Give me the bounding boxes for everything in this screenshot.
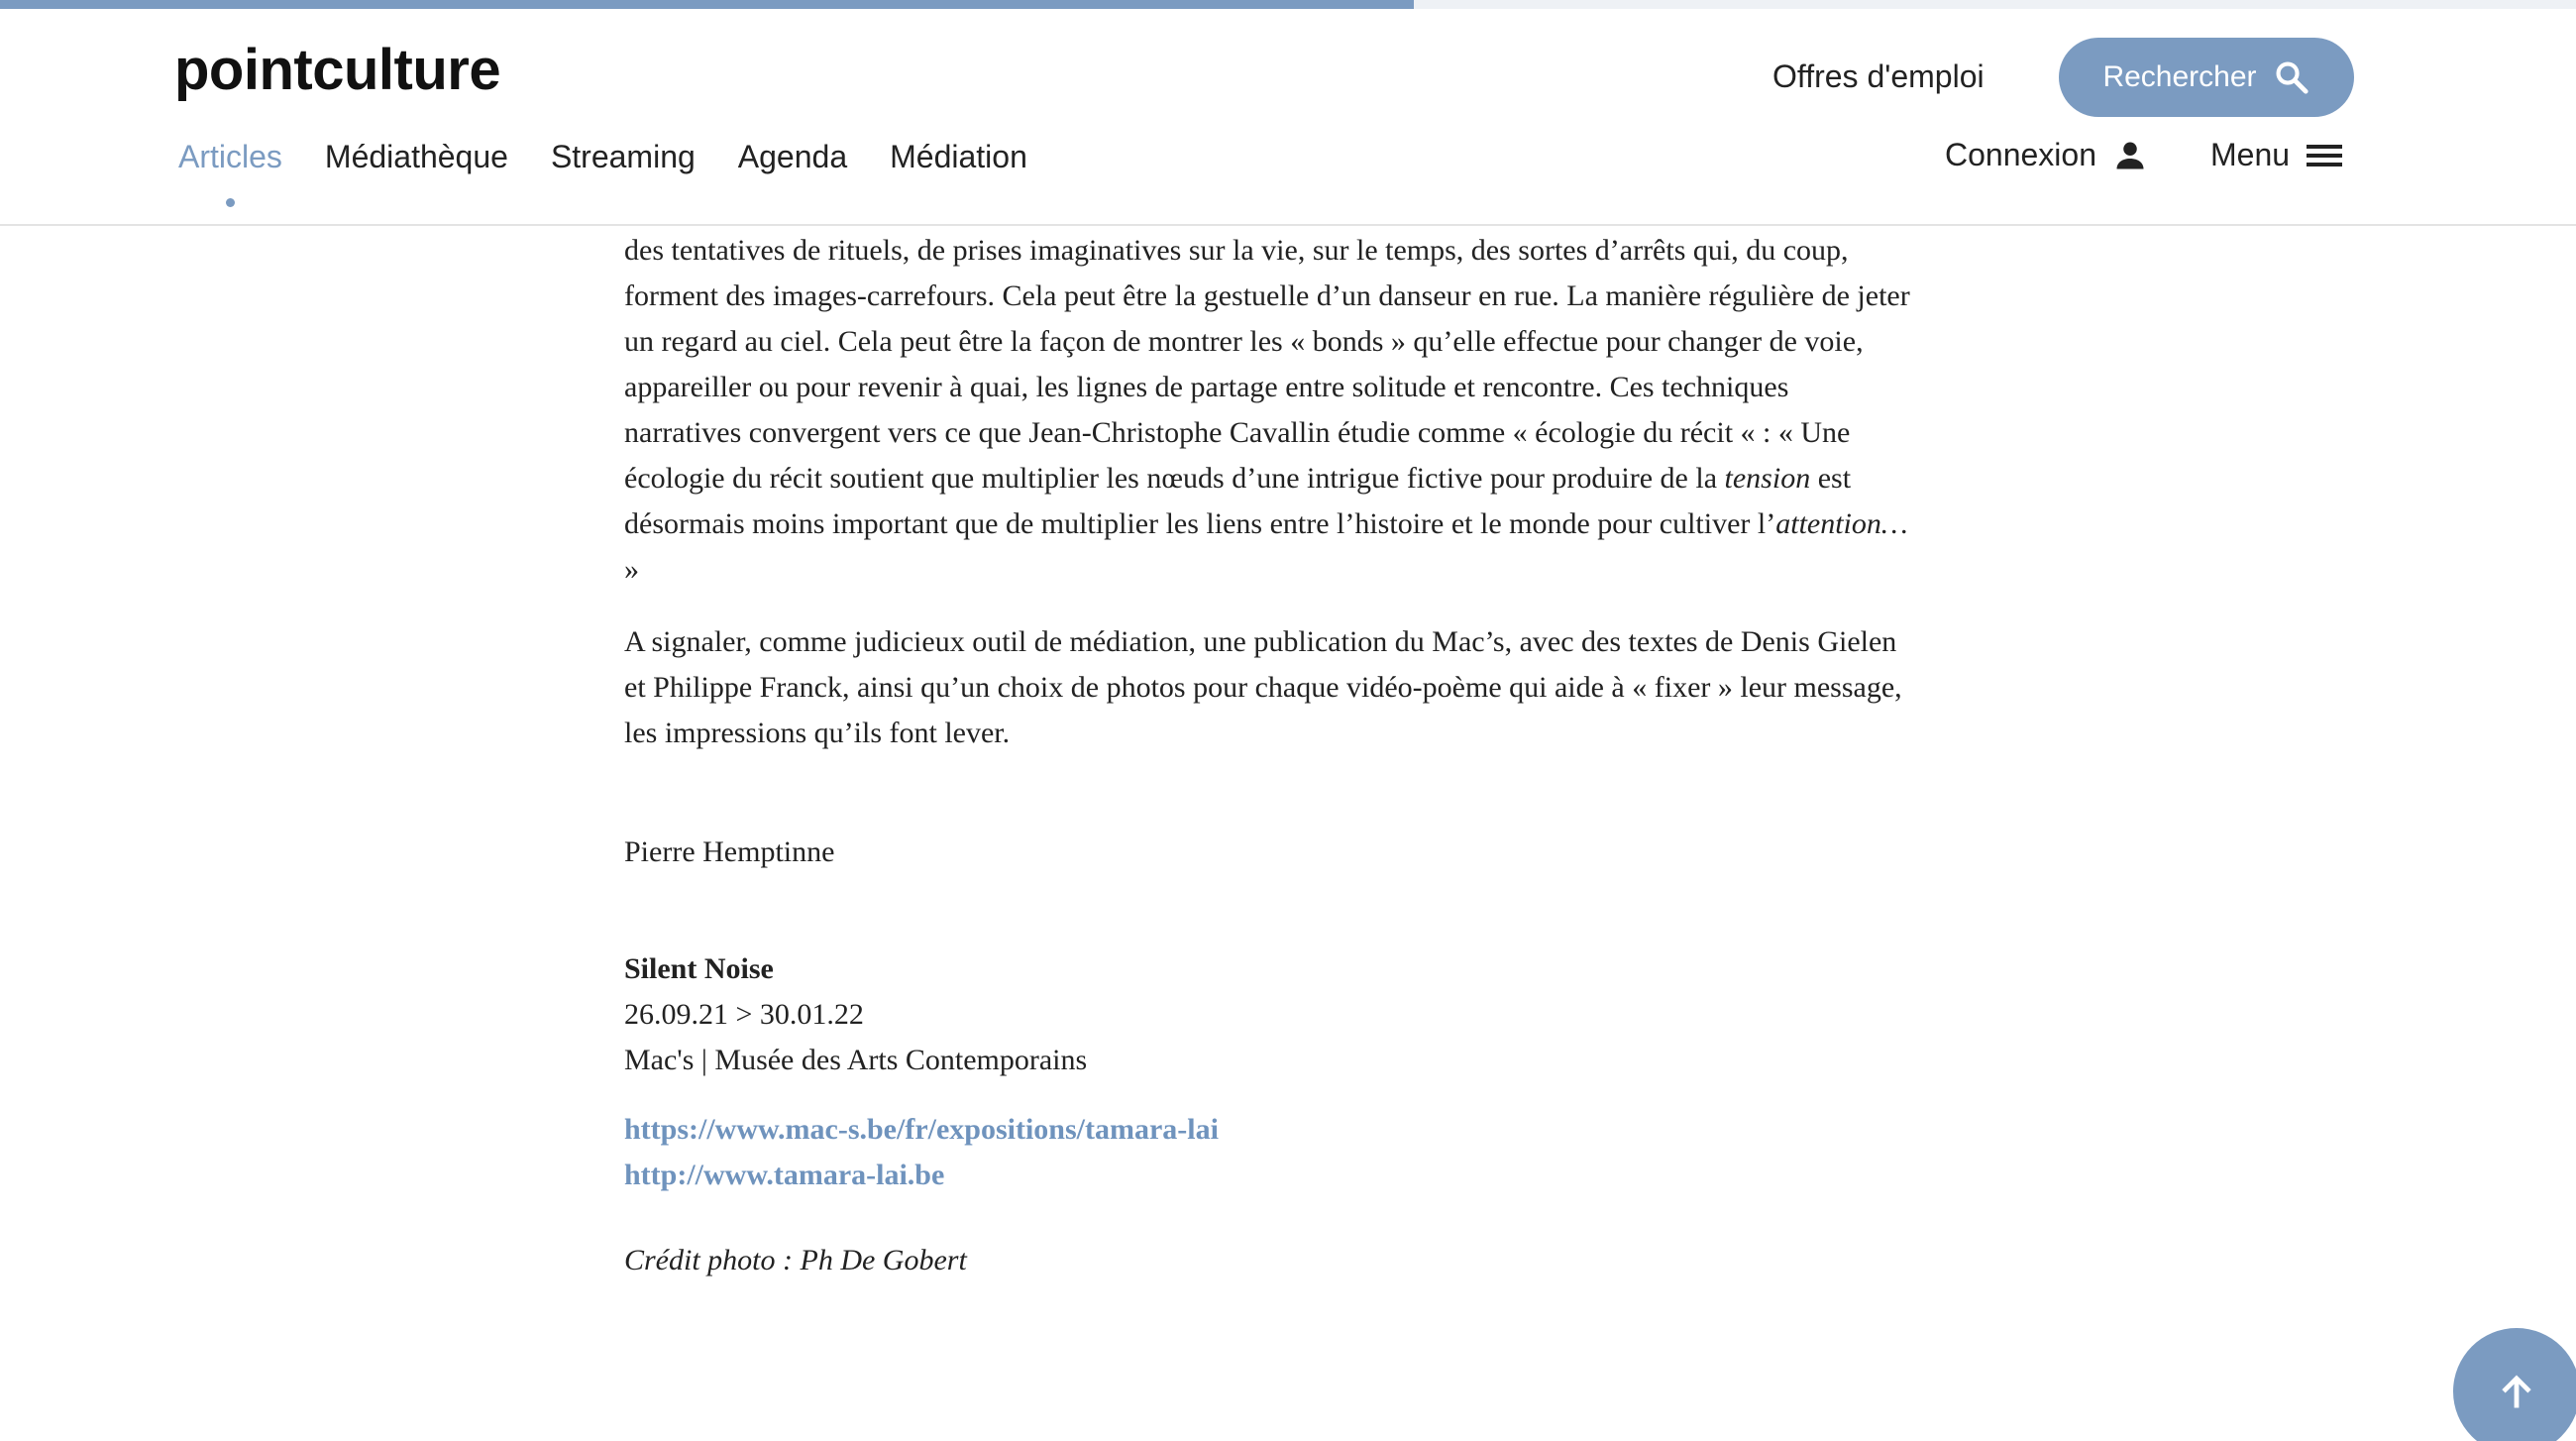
site-header	[0, 9, 2576, 226]
login-label: Connexion	[1945, 137, 2096, 172]
nav-item-streaming[interactable]: Streaming	[550, 139, 696, 174]
photo-credit: Crédit photo : Ph De Gobert	[624, 1244, 967, 1276]
login-link[interactable]	[1945, 137, 2148, 173]
link-mac-exhibition[interactable]: https://www.mac-s.be/fr/expositions/tamara-lai	[624, 1113, 1219, 1146]
article-paragraph: des tentatives de rituels, de prises imaginatives sur la vie, sur le temps, des sortes d’arrêts qui, du coup, forment des images-carrefours. Cela peut être la gestuelle d’un danseur en rue. La manière régulière de jeter un regard au ciel. Cela peut être la façon de montrer les « bonds » qu’elle effectue pour changer de voie, appareiller ou pour revenir à quai, les lignes de partage entre solitude et rencontre. Ces techniques narratives convergent vers ce que Jean-Christophe Cavallin étudie comme « écologie du récit « : « Une écologie du récit soutient que multiplier les nœuds d’une intrigue fictive pour produire de la tension est désormais moins important que de multiplier les liens entre l’histoire et le monde pour cultiver l’attention… »	[624, 182, 1912, 593]
article-paragraph: A signaler, comme judicieux outil de médiation, une publication du Mac’s, avec des textes de Denis Gielen et Philippe Franck, ainsi qu’un choix de photos pour chaque vidéo-poème qui aide à « fixer » leur message, les impressions qu’ils font lever.	[624, 625, 1902, 749]
nav-item-mediation[interactable]: Médiation	[890, 139, 1027, 174]
search-icon	[2273, 58, 2310, 96]
link-artist-website[interactable]: http://www.tamara-lai.be	[624, 1159, 945, 1191]
menu-label: Menu	[2210, 137, 2291, 172]
hamburger-icon	[2306, 141, 2343, 170]
author-signature: Pierre Hemptinne	[624, 835, 835, 868]
emphasis-attention: attention…	[1775, 507, 1908, 540]
site-logo[interactable]: pointculture	[174, 38, 501, 102]
main-nav	[178, 139, 1027, 175]
back-to-top-button[interactable]	[2453, 1328, 2576, 1441]
event-dates: 26.09.21 > 30.01.22	[624, 998, 864, 1031]
event-title: Silent Noise	[624, 952, 774, 985]
reading-progress-bar	[0, 0, 1414, 9]
article-body	[624, 182, 1912, 1310]
event-venue: Mac's | Musée des Arts Contemporains	[624, 1044, 1088, 1076]
arrow-up-icon	[2495, 1370, 2538, 1413]
nav-item-agenda[interactable]: Agenda	[737, 139, 848, 174]
user-icon	[2112, 138, 2148, 173]
jobs-link[interactable]: Offres d'emploi	[1772, 58, 1985, 94]
reading-progress-track	[0, 0, 2576, 9]
search-button-label: Rechercher	[2102, 60, 2257, 93]
search-button[interactable]	[2059, 38, 2354, 117]
emphasis-tension: tension	[1724, 462, 1811, 495]
nav-item-articles[interactable]: Articles	[178, 139, 282, 174]
external-links	[624, 1107, 1912, 1198]
menu-button[interactable]	[2210, 137, 2343, 173]
back-to-top-wrapper	[2453, 1328, 2576, 1441]
nav-item-mediatheque[interactable]: Médiathèque	[324, 139, 508, 174]
event-info	[624, 946, 1912, 1083]
